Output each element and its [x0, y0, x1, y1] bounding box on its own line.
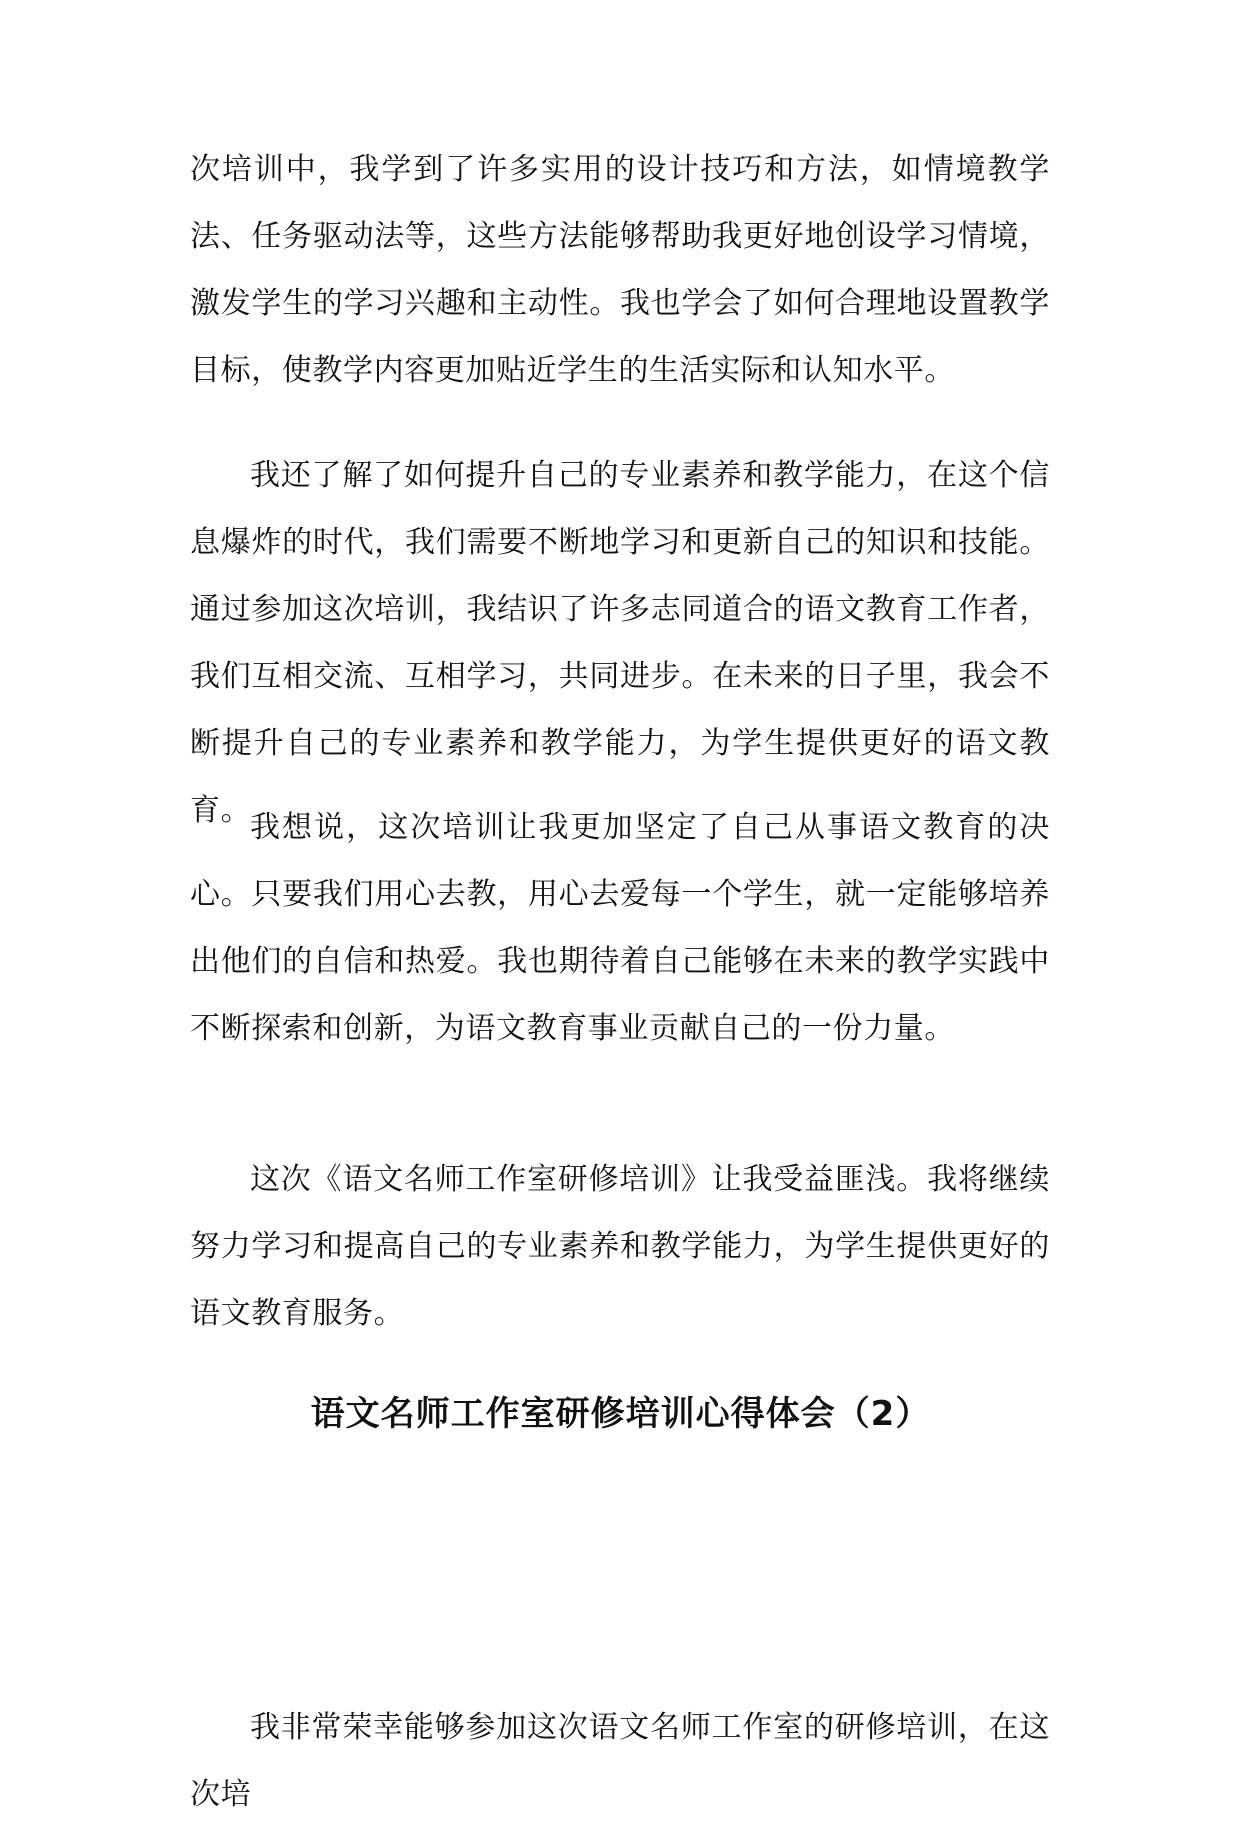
- paragraph-conclusion: 这次《语文名师工作室研修培训》让我受益匪浅。我将继续努力学习和提高自己的专业素养和教学能力，为学生提供更好的语文教育服务。: [190, 1162, 1050, 1331]
- paragraph-professional-growth: 我还了解了如何提升自己的专业素养和教学能力，在这个信息爆炸的时代，我们需要不断地学习和更新自己的知识和技能。通过参加这次培训，我结识了许多志同道合的语文教育工作者，我们互相交流、互相学习，共同进步。在未来的日子里，我会不断提升自己的专业素养和教学能力，为学生提供更好的语文教育。: [190, 458, 1050, 828]
- section-heading: 语文名师工作室研修培训心得体会（2）: [310, 1394, 931, 1434]
- paragraph-determination: 我想说，这次培训让我更加坚定了自己从事语文教育的决心。只要我们用心去教，用心去爱每一个学生，就一定能够培养出他们的自信和热爱。我也期待着自己能够在未来的教学实践中不断探索和创新，为语文教育事业贡献自己的一份力量。: [190, 810, 1050, 1046]
- paragraph-continuation: 次培训中，我学到了许多实用的设计技巧和方法，如情境教学法、任务驱动法等，这些方法能够帮助我更好地创设学习情境，激发学生的学习兴趣和主动性。我也学会了如何合理地设置教学目标，使教学内容更加贴近学生的生活实际和认知水平。: [190, 152, 1050, 388]
- paragraph-section-two-intro: 我非常荣幸能够参加这次语文名师工作室的研修培训，在这次培: [190, 1710, 1050, 1812]
